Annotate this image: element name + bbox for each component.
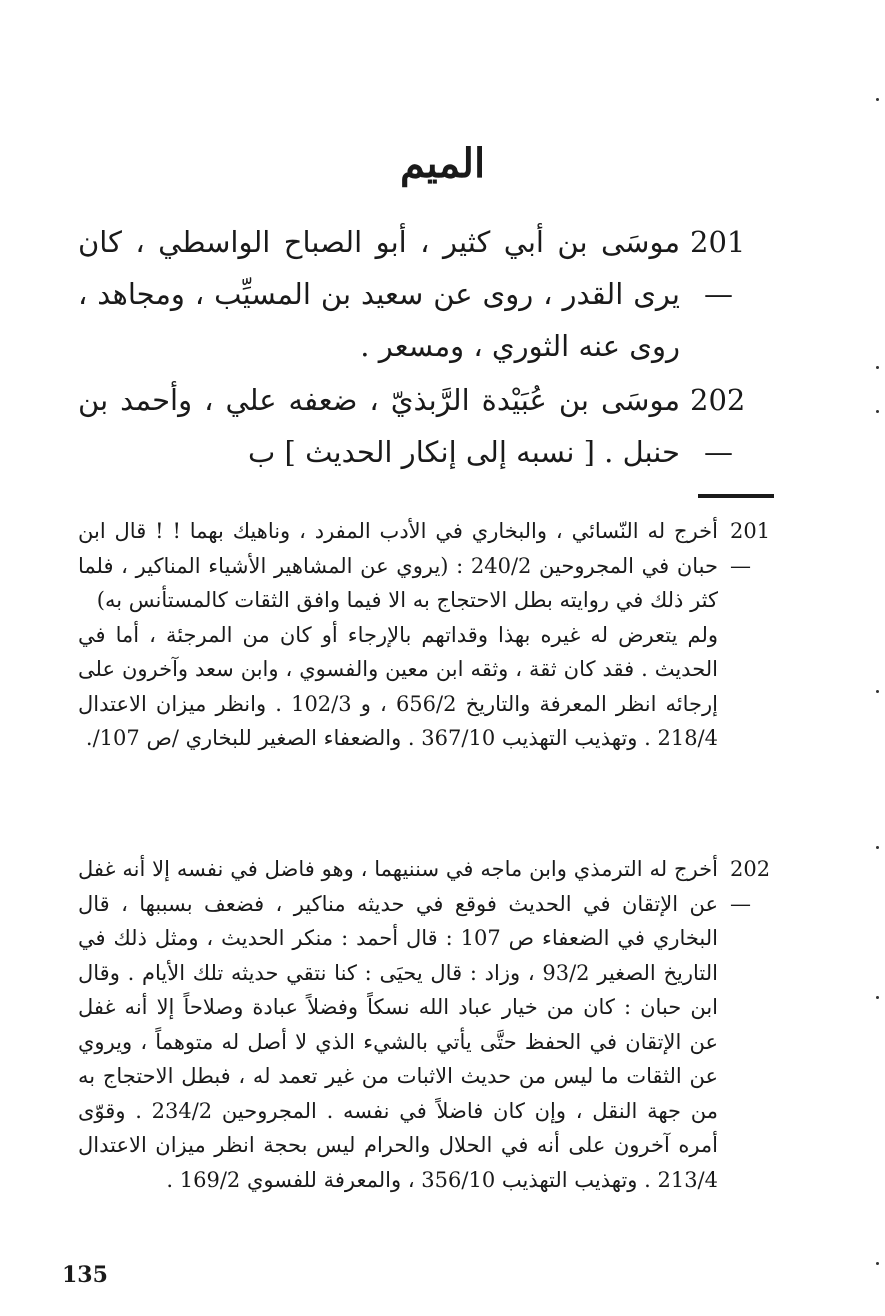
footnote-paragraph: أخرج له الترمذي وابن ماجه في سننيهما ، وهو فاضل في نفسه إلا أنه غفل عن الإتقان في الحديث فوقع في حديثه مناكير ، فضعف بسببها ، قال البخاري في الضعفاء ص 107 : قال أحمد : منكر الحديث ، ومثل ذلك في التاريخ الصغير 93/2 ، وزاد : قال يحيَى : كنا نتقي حديثه تلك الأيام . وقال ابن حبان : كان من خيار عباد الله نسكاً وفضلاً عبادة وصلاحاً إلا أنه غفل عن الإتقان في الحفظ حتَّى يأتي بالشيء الذي لا أصل له متوهماً ، ويروي عن الثقات ما ليس من حديث الاثبات من غير تعمد له ، فبطل الاحتجاج به من جهة النقل ، وإن كان فاضلاً في نفسه . المجروحين 234/2 . وقوّى أمره آخرون على أنه في الحلال والحرام ليس بحجة انظر ميزان الاعتدال 213/4 . وتهذيب التهذيب 356/10 ، والمعرفة للفسوي 169/2 . <box>78 857 718 1192</box>
footnote-number <box>730 852 790 921</box>
entry-number <box>690 216 785 320</box>
entry-text: موسَى بن أبي كثير ، أبو الصباح الواسطي ، كان يرى القدر ، روى عن سعيد بن المسيِّب ، ومجاهد ، روى عنه الثوري ، ومسعر . <box>78 225 680 363</box>
footnote-number-text: 201 <box>730 519 771 543</box>
footnote <box>78 852 718 1197</box>
footnote-paragraph: ولم يتعرض له غيره بهذا وقداتهم بالإرجاء أو كان من المرجئة ، أما في الحديث . فقد كان ثقة ، وثقه ابن معين والفسوي ، وابن سعد وآخرون على إرجائه انظر المعرفة والتاريخ 656/2 ، و 102/3 . وانظر ميزان الاعتدال 218/4 . وتهذيب التهذيب 367/10 . والضعفاء الصغير للبخاري /ص 107/. <box>78 622 718 750</box>
entry-number-text: 202 <box>690 383 746 417</box>
chapter-title: الميم <box>399 140 486 187</box>
footnote <box>78 514 718 756</box>
footnote-number-text: 202 <box>730 857 771 881</box>
footnote-separator <box>698 494 774 498</box>
scan-mark <box>876 98 879 101</box>
scan-mark <box>876 846 879 849</box>
entry-number <box>690 374 785 478</box>
entry-dash: — <box>704 435 733 469</box>
scan-mark <box>876 996 879 999</box>
footnote-paragraph: أخرج له النّسائي ، والبخاري في الأدب المفرد ، وناهيك بهما ! ! قال ابن حبان في المجروحين 240/2 : (يروي عن المشاهير الأشياء المناكير ، فلما كثر ذلك في روايته بطل الاحتجاج به الا فيما وافق الثقات كالمستأنس به) <box>78 519 719 612</box>
footnote-dash: — <box>730 553 751 578</box>
scan-mark <box>876 366 879 369</box>
entry-dash: — <box>704 277 733 311</box>
page-number: 135 <box>62 1262 108 1288</box>
entry-number-text: 201 <box>690 225 746 259</box>
footnote-number <box>730 514 790 583</box>
scan-mark <box>876 690 879 693</box>
scan-mark <box>876 1262 879 1265</box>
scan-mark <box>876 410 879 413</box>
footnote-dash: — <box>730 891 751 916</box>
entry-text: موسَى بن عُبَيْدة الرَّبذيّ ، ضعفه علي ، وأحمد بن حنبل . [ نسبه إلى إنكار الحديث ] ب <box>78 383 680 469</box>
